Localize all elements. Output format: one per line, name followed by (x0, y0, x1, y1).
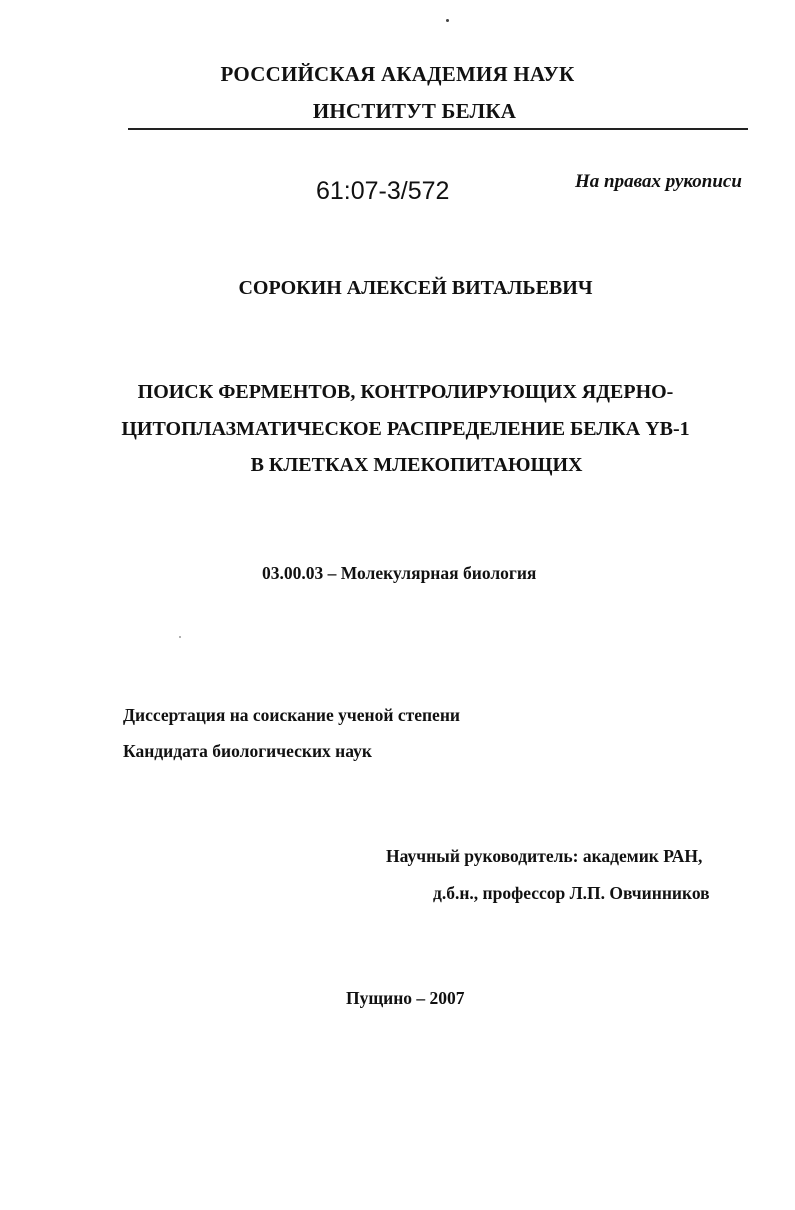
author-name: СОРОКИН АЛЕКСЕЙ ВИТАЛЬЕВИЧ (238, 277, 593, 299)
specialty-code: 03.00.03 – Молекулярная биология (262, 563, 537, 583)
supervisor-line: Научный руководитель: академик РАН, (386, 846, 703, 866)
supervisor-line: д.б.н., профессор Л.П. Овчинников (433, 883, 710, 903)
catalog-number: 61:07-3/572 (316, 177, 450, 205)
thesis-title-line: ЦИТОПЛАЗМАТИЧЕСКОЕ РАСПРЕДЕЛЕНИЕ БЕЛКА YB-1 (121, 418, 690, 440)
manuscript-rights: На правах рукописи (575, 171, 742, 192)
thesis-title-line: В КЛЕТКАХ МЛЕКОПИТАЮЩИХ (250, 454, 583, 476)
institute-name: ИНСТИТУТ БЕЛКА (312, 99, 517, 123)
degree-line: Кандидата биологических наук (123, 741, 372, 761)
degree-line: Диссертация на соискание ученой степени (123, 705, 460, 725)
scan-speck (179, 636, 181, 638)
header-divider (128, 128, 748, 130)
academy-name: РОССИЙСКАЯ АКАДЕМИЯ НАУК (220, 62, 575, 86)
place-year: Пущино – 2007 (346, 988, 465, 1008)
scan-speck (446, 19, 449, 22)
thesis-title-line: ПОИСК ФЕРМЕНТОВ, КОНТРОЛИРУЮЩИХ ЯДЕРНО- (137, 381, 674, 403)
